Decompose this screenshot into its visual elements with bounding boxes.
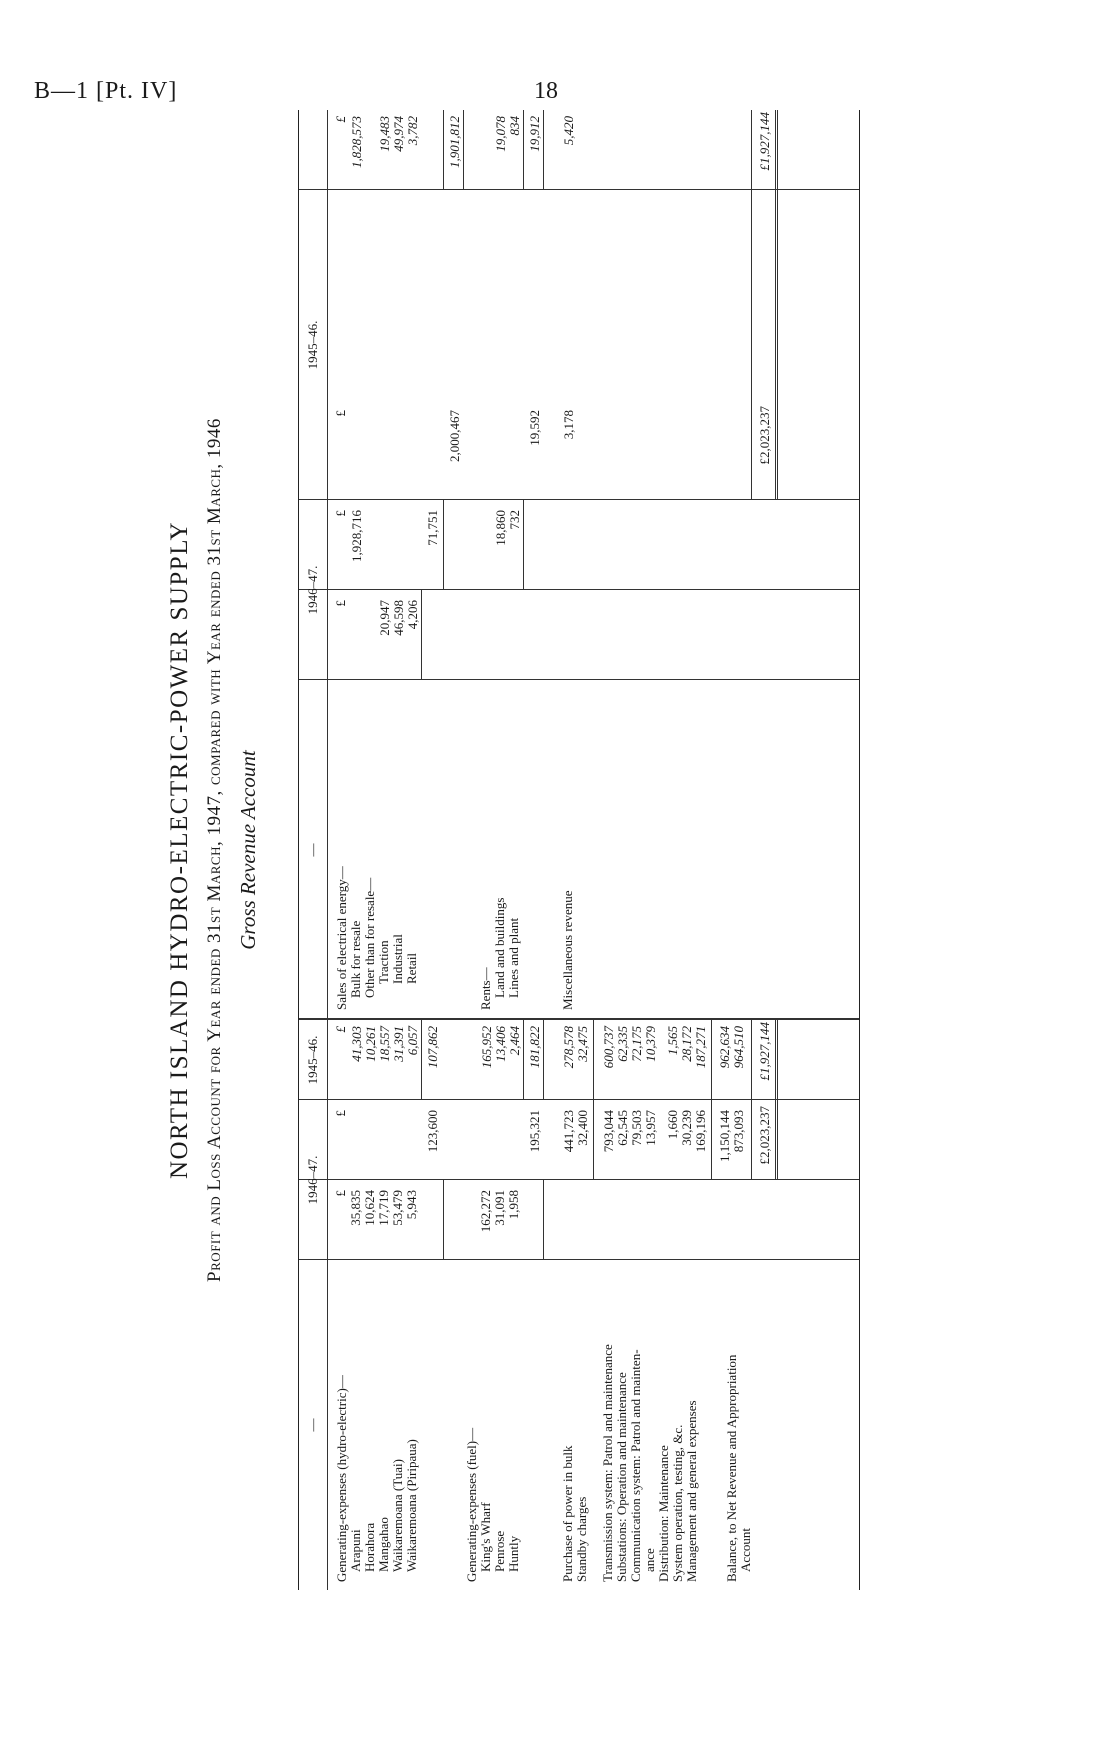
purchase-bulk-label: Purchase of power in bulk — [560, 1445, 575, 1582]
cell-value: 13,406 — [493, 1026, 508, 1062]
cell-value: 793,044 — [601, 1110, 616, 1153]
cell-value: 181,822 — [527, 1026, 542, 1069]
system-label: System operation, testing, &c. — [670, 1424, 685, 1582]
header-1946-rev: 1945–46. — [305, 320, 320, 370]
cell-value: 20,947 — [377, 600, 392, 636]
cell-value: 1,901,812 — [447, 116, 462, 168]
revenue-table: — 1946–47. 1945–46. — 1946–47. 1945–46. £ £ £ £ £ £ £ Generating-expenses (hydro-electric)— Arapuni 35,835 41,303 Horahora 10,624 10,261 Mangahao 17,719 18,557 Waikaremoana (Tuai) 53,479 31,391 Waikaremoana (Piripaua) 5,943 6,057 123,600 107,862 Generating-expenses (fuel)— King's Wharf 162,272 165,952 Penrose 31,091 13,406 Huntly 1,958 2,464 195,321 181,822 Purchase of power in bulk 441,723 278,578 Standby charges 32,400 32,475 Transmission system: Patrol and maintenance 793,044 600,737 Substations: Operation and maintenance 62,545 62,335 Communication system: Patrol and mainten- ance 79,503 72,175 13,957 10,379 Distribution: Maintenance 1,660 1,565 System operation, testing, &c. 30,239 28,172 Management and general expenses 169,196 187,271 1,150,144 962,634 Balance, to Net Revenue and Appropriation Account 873,093 964,510 £2,023,237 £1,927,144 Sales of electrical energy— Bulk for resale 1,928,716 1,828,573 Other than for resale— Traction 20,947 19,483 Industrial 46,598 49,974 Retail 4,206 3,782 71,751 2,000,467 1,901,812 Rents— Land and buildings 18,860 19,078 Lines and plant 732 834 19,592 19,912 Miscellaneous revenue 3,178 5,420 £2,023,237 £1,927,144 — [298, 110, 860, 1590]
grand-total: £2,023,237 — [757, 406, 772, 465]
cell-value: 18,860 — [493, 510, 508, 546]
standby-label: Standby charges — [574, 1496, 589, 1582]
titles — [160, 110, 310, 1590]
cell-value: 600,737 — [601, 1026, 616, 1069]
cell-value: 2,464 — [507, 1026, 522, 1056]
col-divider — [299, 589, 859, 590]
cell-value: 71,751 — [425, 510, 440, 546]
cell-value: 165,952 — [479, 1026, 494, 1069]
cell-value: 5,420 — [561, 116, 576, 146]
cell-value: 1,150,144 — [717, 1110, 732, 1162]
cell-value: 107,862 — [425, 1026, 440, 1069]
balance-label-cont: Account — [738, 1527, 753, 1572]
system-label-cont: ance — [642, 1548, 657, 1572]
double-rule — [775, 110, 778, 500]
rule — [463, 110, 464, 190]
cell-value: 19,483 — [377, 116, 392, 152]
cell-value: 72,175 — [629, 1026, 644, 1062]
grand-total: £1,927,144 — [757, 112, 772, 171]
cell-value: 31,391 — [391, 1026, 406, 1062]
gen-fuel-title: Generating-expenses (fuel)— — [464, 1427, 479, 1582]
pound-sign: £ — [333, 1026, 348, 1033]
cell-value: 19,078 — [493, 116, 508, 152]
header-1947-rev: 1946–47. — [305, 565, 320, 615]
cell-value: 18,557 — [377, 1026, 392, 1062]
grand-total: £2,023,237 — [757, 1106, 772, 1165]
page-reference: B—1 [Pt. IV] — [34, 78, 178, 104]
system-label: Transmission system: Patrol and maintenance — [600, 1344, 615, 1582]
cell-value: 732 — [507, 510, 522, 530]
other-resale-label: Other than for resale— — [362, 877, 377, 998]
cell-value: 187,271 — [693, 1026, 708, 1069]
header-expenses: — — [305, 1418, 320, 1432]
grand-total: £1,927,144 — [757, 1022, 772, 1081]
sales-title: Sales of electrical energy— — [334, 866, 349, 1010]
system-label: Communication system: Patrol and mainten- — [628, 1349, 643, 1582]
rule — [523, 500, 524, 590]
bulk-resale-label: Bulk for resale — [348, 920, 363, 998]
cell-value: 169,196 — [693, 1110, 708, 1153]
misc-revenue-label: Miscellaneous revenue — [560, 890, 575, 1010]
cell-value: 46,598 — [391, 600, 406, 636]
cell-value: 10,379 — [643, 1026, 658, 1062]
cell-value: 32,400 — [575, 1110, 590, 1146]
cell-value: 49,974 — [391, 116, 406, 152]
rotated-sheet — [160, 110, 900, 1590]
cell-value: 28,172 — [679, 1026, 694, 1062]
cell-value: 3,782 — [405, 116, 420, 146]
system-label: Distribution: Maintenance — [656, 1445, 671, 1582]
cell-value: 962,634 — [717, 1026, 732, 1069]
cell-value: 13,957 — [643, 1110, 658, 1146]
rule — [421, 590, 422, 680]
pound-sign: £ — [333, 116, 348, 123]
cell-value: 278,578 — [561, 1026, 576, 1069]
pound-sign: £ — [333, 1110, 348, 1117]
rule — [543, 1180, 544, 1260]
pound-sign: £ — [333, 600, 348, 607]
cell-value: 2,000,467 — [447, 410, 462, 462]
cell-value: 1,828,573 — [349, 116, 364, 168]
cell-value: 79,503 — [629, 1110, 644, 1146]
lines-label: Lines and plant — [506, 917, 521, 998]
header-revenue: — — [305, 843, 320, 857]
header-1946: 1945–46. — [305, 1035, 320, 1085]
cell-value: 3,178 — [561, 410, 576, 440]
cell-value: 30,239 — [679, 1110, 694, 1146]
cell-value: 441,723 — [561, 1110, 576, 1153]
cell-value: 19,592 — [527, 410, 542, 446]
rule — [443, 500, 444, 590]
cell-value: 62,335 — [615, 1026, 630, 1062]
system-label: Substations: Operation and maintenance — [614, 1372, 629, 1582]
header-rule — [327, 110, 328, 1590]
rule — [523, 1020, 524, 1100]
cell-value: 62,545 — [615, 1110, 630, 1146]
main-title: NORTH ISLAND HYDRO-ELECTRIC-POWER SUPPLY — [166, 520, 193, 1180]
rule — [421, 1020, 422, 1100]
cell-value: 6,057 — [405, 1026, 420, 1056]
gen-hydro-title: Generating-expenses (hydro-electric)— — [334, 1375, 349, 1582]
cell-value: 1,660 — [665, 1110, 680, 1140]
rule — [543, 1020, 544, 1100]
rule — [543, 110, 544, 190]
pound-sign: £ — [333, 1190, 348, 1197]
sub-title: Profit and Loss Account for Year ended 31st March, 1947, compared with Year ended 31st March, 1946 — [204, 418, 225, 1282]
header-1947: 1946–47. — [305, 1155, 320, 1205]
cell-value: 195,321 — [527, 1110, 542, 1153]
cell-value: 19,912 — [527, 116, 542, 152]
cell-value: 964,510 — [731, 1026, 746, 1069]
retail-label: Retail — [404, 952, 419, 984]
rule — [711, 1020, 712, 1180]
cell-value: 1,928,716 — [349, 510, 364, 562]
pound-sign: £ — [333, 510, 348, 517]
rents-title: Rents— — [478, 967, 493, 1010]
cell-value: 10,261 — [363, 1026, 378, 1062]
double-rule — [775, 1020, 778, 1180]
pound-sign: £ — [333, 410, 348, 417]
cell-value: 1,565 — [665, 1026, 680, 1056]
rule — [751, 1020, 752, 1180]
cell-value: 873,093 — [731, 1110, 746, 1153]
rule — [751, 110, 752, 500]
industrial-label: Industrial — [390, 934, 405, 984]
page-number: 18 — [534, 78, 558, 104]
section-title: Gross Revenue Account — [236, 750, 260, 950]
rule — [443, 1180, 444, 1260]
traction-label: Traction — [376, 940, 391, 984]
rule — [523, 110, 524, 190]
rule — [443, 110, 444, 190]
cell-value: 834 — [507, 116, 522, 136]
cell-value: 41,303 — [349, 1026, 364, 1062]
rule — [593, 1020, 594, 1180]
cell-value: 32,475 — [575, 1026, 590, 1062]
cell-value: 4,206 — [405, 600, 420, 630]
system-label: Management and general expenses — [684, 1400, 699, 1582]
cell-value: 123,600 — [425, 1110, 440, 1153]
balance-label: Balance, to Net Revenue and Appropriation — [724, 1354, 739, 1582]
land-label: Land and buildings — [492, 897, 507, 998]
